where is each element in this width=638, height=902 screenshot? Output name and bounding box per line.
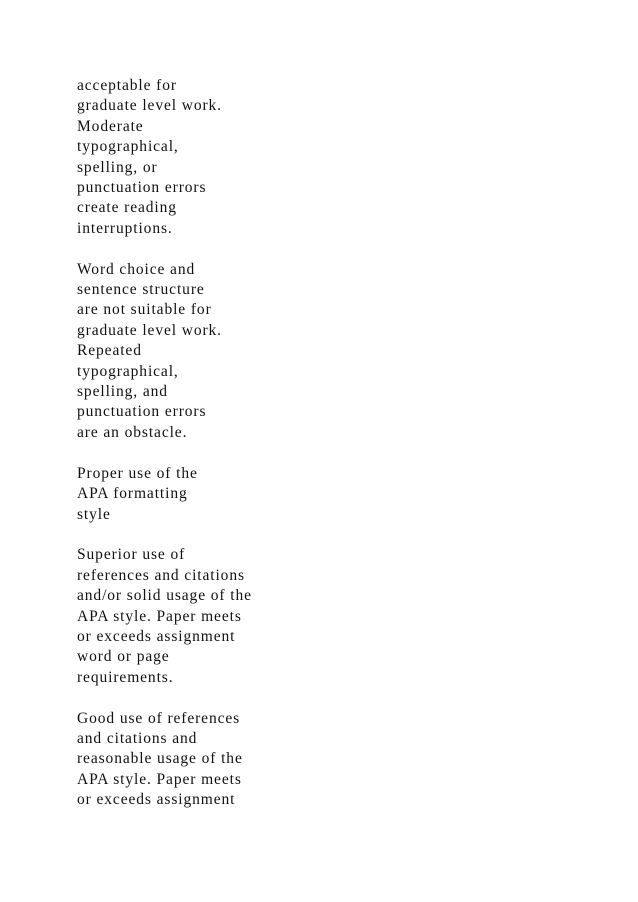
text-column: [77, 76, 377, 831]
text-line: reasonable usage of the: [77, 750, 243, 768]
text-line: are an obstacle.: [77, 423, 188, 441]
text-line: or exceeds assignment: [77, 791, 236, 809]
text-line: and/or solid usage of the: [77, 587, 252, 605]
text-line: spelling, and: [77, 383, 168, 401]
text-line: APA style. Paper meets: [77, 770, 242, 788]
text-line: punctuation errors: [77, 403, 207, 421]
text-line: APA formatting: [77, 485, 188, 503]
text-line: references and citations: [77, 566, 245, 584]
text-line: typographical,: [77, 138, 179, 156]
text-line: graduate level work.: [77, 97, 222, 115]
text-line: interruptions.: [77, 219, 173, 237]
text-line: Moderate: [77, 117, 144, 135]
text-line: punctuation errors: [77, 179, 207, 197]
text-line: and citations and: [77, 729, 198, 747]
text-line: requirements.: [77, 668, 174, 686]
text-line: are not suitable for: [77, 301, 212, 319]
paragraph-acceptable-graduate-work: [77, 76, 377, 239]
text-line: acceptable for: [77, 77, 177, 94]
text-line: spelling, or: [77, 158, 158, 176]
text-line: Superior use of: [77, 546, 186, 564]
paragraph-good-use-references: [77, 709, 377, 811]
text-line: Good use of references: [77, 709, 241, 727]
text-line: Proper use of the: [77, 464, 198, 482]
text-line: typographical,: [77, 362, 179, 380]
paragraph-superior-use-references: [77, 545, 377, 688]
text-line: Word choice and: [77, 260, 196, 278]
text-line: Repeated: [77, 342, 142, 360]
text-line: sentence structure: [77, 281, 205, 299]
paragraph-apa-formatting-criterion: [77, 464, 377, 525]
paragraph-word-choice-not-suitable: [77, 260, 377, 444]
text-line: word or page: [77, 648, 170, 666]
text-line: create reading: [77, 199, 177, 217]
text-line: graduate level work.: [77, 321, 222, 339]
text-line: APA style. Paper meets: [77, 607, 242, 625]
text-line: style: [77, 505, 111, 523]
text-line: or exceeds assignment: [77, 627, 236, 645]
